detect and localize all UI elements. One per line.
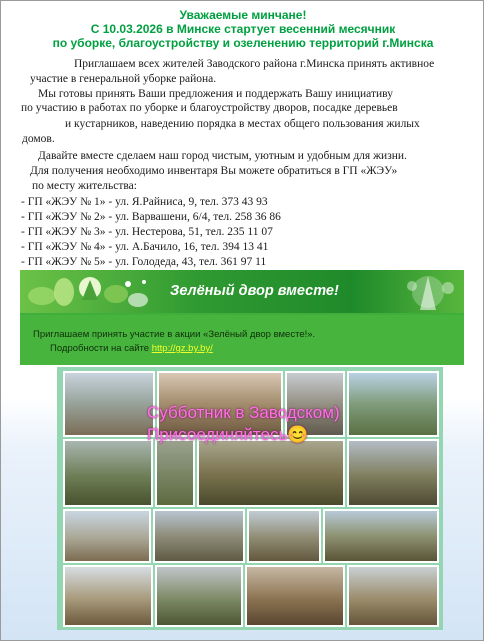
banner-body bbox=[20, 315, 464, 365]
paragraph-inventory-line1: Для получения необходимо инвентаря Вы можете обратиться в ГП «ЖЭУ» bbox=[30, 165, 398, 177]
banner-details bbox=[50, 343, 213, 354]
photo-tile bbox=[323, 509, 439, 563]
heading-subject: по уборке, благоустройству и озеленению территорий г.Минска bbox=[52, 36, 434, 50]
photo-tile bbox=[197, 439, 345, 507]
banner-title: Зелёный двор вместе! bbox=[170, 283, 339, 299]
banner-details-prefix: Подробности на сайте bbox=[50, 343, 150, 354]
contact-zheu-4: - ГП «ЖЭУ № 4» - ул. А.Бачило, 16, тел. 394 13 41 bbox=[21, 241, 269, 253]
paragraph-ready-line4: домов. bbox=[22, 133, 55, 145]
photo-tile bbox=[347, 565, 439, 627]
heading-greeting: Уважаемые минчане! bbox=[179, 8, 307, 22]
subbotnik-photo-collage bbox=[57, 367, 443, 630]
photo-tile bbox=[63, 565, 153, 627]
banner-site-link[interactable]: http://gz.by.by/ bbox=[151, 343, 213, 354]
collage-caption-line2: Присоединяйтесь😊 bbox=[147, 425, 309, 444]
contact-zheu-3: - ГП «ЖЭУ № 3» - ул. Нестерова, 51, тел. 235 11 07 bbox=[21, 226, 273, 238]
paragraph-ready-line1: Мы готовы принять Ваши предложения и поддержать Вашу инициативу bbox=[38, 88, 393, 100]
collage-caption-line1: Субботник в Заводском) bbox=[147, 403, 340, 422]
photo-tile bbox=[245, 565, 345, 627]
contact-zheu-5: - ГП «ЖЭУ № 5» - ул. Голодеда, 43, тел. 361 97 11 bbox=[21, 256, 267, 268]
banner-invite-text: Приглашаем принять участие в акции «Зелёный двор вместе!». bbox=[33, 329, 316, 340]
photo-tile bbox=[63, 371, 155, 437]
photo-tile bbox=[153, 509, 245, 563]
heading-announcement: С 10.03.2026 в Минске стартует весенний месячник bbox=[90, 22, 396, 36]
photo-tile bbox=[155, 565, 243, 627]
paragraph-invite-line1: Приглашаем всех жителей Заводского района г.Минска принять активное bbox=[74, 58, 435, 70]
photo-tile bbox=[347, 371, 439, 437]
banner-header bbox=[20, 270, 464, 313]
contact-zheu-1: - ГП «ЖЭУ № 1» - ул. Я.Райниса, 9, тел. 373 43 93 bbox=[21, 196, 268, 208]
paragraph-invite-line2: участие в генеральной уборке района. bbox=[30, 73, 217, 85]
photo-tile bbox=[63, 509, 151, 563]
photo-tile bbox=[247, 509, 321, 563]
photo-tile bbox=[155, 439, 195, 507]
paragraph-ready-line3: и кустарников, наведению порядка в местах общего пользования жилых bbox=[65, 118, 420, 130]
photo-tile bbox=[347, 439, 439, 507]
paragraph-together: Давайте вместе сделаем наш город чистым, уютным и удобным для жизни. bbox=[38, 150, 407, 162]
paragraph-ready-line2: по участию в работах по уборке и благоустройству дворов, посадке деревьев bbox=[21, 102, 398, 114]
contact-zheu-2: - ГП «ЖЭУ № 2» - ул. Варвашени, 6/4, тел. 258 36 86 bbox=[21, 211, 281, 223]
photo-tile bbox=[63, 439, 153, 507]
green-yard-banner bbox=[20, 270, 464, 365]
paragraph-inventory-line2: по месту жительства: bbox=[32, 180, 137, 192]
